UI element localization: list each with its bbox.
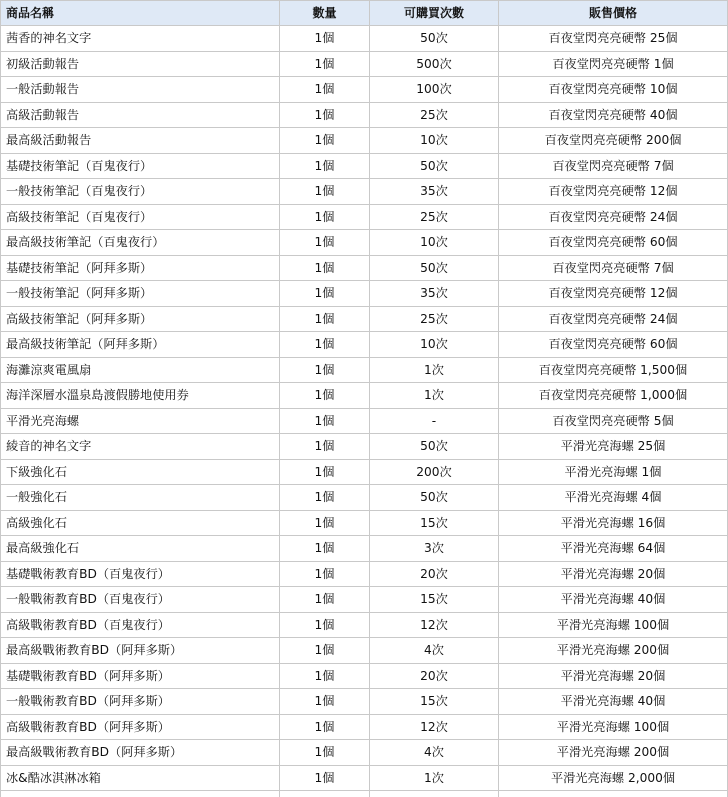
cell-purchase-limit: 20次 — [370, 561, 499, 587]
cell-quantity: 1個 — [280, 204, 370, 230]
table-row — [1, 689, 728, 715]
cell-item-name: 基礎技術筆記（阿拜多斯） — [1, 255, 280, 281]
cell-quantity: 1個 — [280, 102, 370, 128]
cell-price: 百夜堂閃亮亮硬幣 1,000個 — [499, 383, 728, 409]
cell-purchase-limit: 25次 — [370, 102, 499, 128]
cell-item-name: 一般戰術教育BD（百鬼夜行） — [1, 587, 280, 613]
cell-purchase-limit: 10次 — [370, 128, 499, 154]
cell-price: 平滑光亮海螺 40個 — [499, 587, 728, 613]
cell-price: 百夜堂閃亮亮硬幣 1,500個 — [499, 357, 728, 383]
cell-purchase-limit: 12次 — [370, 612, 499, 638]
cell-purchase-limit: 25次 — [370, 306, 499, 332]
cell-quantity: 1個 — [280, 179, 370, 205]
cell-quantity — [280, 791, 370, 797]
cell-quantity: 1個 — [280, 740, 370, 766]
cell-price: 平滑光亮海螺 4個 — [499, 485, 728, 511]
cell-item-name: 基礎技術筆記（百鬼夜行） — [1, 153, 280, 179]
cell-purchase-limit: 15次 — [370, 689, 499, 715]
cell-price: 百夜堂閃亮亮硬幣 12個 — [499, 281, 728, 307]
cell-quantity: 1個 — [280, 255, 370, 281]
cell-item-name — [1, 791, 280, 797]
table-row — [1, 561, 728, 587]
table-row — [1, 485, 728, 511]
cell-price: 平滑光亮海螺 2,000個 — [499, 765, 728, 791]
cell-price — [499, 791, 728, 797]
cell-quantity: 1個 — [280, 51, 370, 77]
cell-quantity: 1個 — [280, 408, 370, 434]
cell-purchase-limit: 500次 — [370, 51, 499, 77]
cell-price: 百夜堂閃亮亮硬幣 60個 — [499, 230, 728, 256]
cell-price: 百夜堂閃亮亮硬幣 7個 — [499, 153, 728, 179]
cell-purchase-limit: 200次 — [370, 459, 499, 485]
cell-purchase-limit: 1次 — [370, 357, 499, 383]
cell-quantity: 1個 — [280, 663, 370, 689]
cell-price: 平滑光亮海螺 40個 — [499, 689, 728, 715]
cell-item-name: 最高級技術筆記（阿拜多斯） — [1, 332, 280, 358]
cell-item-name: 最高級活動報告 — [1, 128, 280, 154]
cell-purchase-limit: 50次 — [370, 153, 499, 179]
table-row — [1, 230, 728, 256]
table-row — [1, 26, 728, 52]
column-header-purchase-limit: 可購買次數 — [370, 1, 499, 26]
cell-price: 百夜堂閃亮亮硬幣 40個 — [499, 102, 728, 128]
cell-price: 百夜堂閃亮亮硬幣 200個 — [499, 128, 728, 154]
cell-quantity: 1個 — [280, 357, 370, 383]
cell-quantity: 1個 — [280, 383, 370, 409]
cell-purchase-limit: 10次 — [370, 230, 499, 256]
cell-price: 平滑光亮海螺 20個 — [499, 561, 728, 587]
cell-item-name: 高級強化石 — [1, 510, 280, 536]
cell-item-name: 基礎戰術教育BD（百鬼夜行） — [1, 561, 280, 587]
table-row — [1, 740, 728, 766]
table-row — [1, 383, 728, 409]
table-row — [1, 587, 728, 613]
table-row — [1, 638, 728, 664]
table-row — [1, 179, 728, 205]
column-header-quantity: 數量 — [280, 1, 370, 26]
cell-purchase-limit: 3次 — [370, 536, 499, 562]
cell-item-name: 茜香的神名文字 — [1, 26, 280, 52]
cell-item-name: 一般強化石 — [1, 485, 280, 511]
cell-quantity: 1個 — [280, 332, 370, 358]
cell-purchase-limit: 50次 — [370, 485, 499, 511]
table-row — [1, 510, 728, 536]
cell-item-name: 海洋深層水溫泉島渡假勝地使用券 — [1, 383, 280, 409]
cell-purchase-limit: 25次 — [370, 204, 499, 230]
cell-price: 平滑光亮海螺 25個 — [499, 434, 728, 460]
table-row — [1, 357, 728, 383]
table-row — [1, 306, 728, 332]
cell-item-name: 最高級強化石 — [1, 536, 280, 562]
cell-purchase-limit: 12次 — [370, 714, 499, 740]
table-row — [1, 434, 728, 460]
column-header-price: 販售價格 — [499, 1, 728, 26]
cell-item-name: 下級強化石 — [1, 459, 280, 485]
table-row — [1, 714, 728, 740]
cell-price: 百夜堂閃亮亮硬幣 12個 — [499, 179, 728, 205]
cell-item-name: 平滑光亮海螺 — [1, 408, 280, 434]
cell-quantity: 1個 — [280, 434, 370, 460]
table-row — [1, 102, 728, 128]
table-body — [1, 26, 728, 797]
table-row — [1, 153, 728, 179]
cell-item-name: 最高級戰術教育BD（阿拜多斯） — [1, 638, 280, 664]
cell-price: 平滑光亮海螺 200個 — [499, 740, 728, 766]
cell-item-name: 冰&酷冰淇淋冰箱 — [1, 765, 280, 791]
cell-quantity: 1個 — [280, 230, 370, 256]
cell-purchase-limit: 1次 — [370, 383, 499, 409]
cell-purchase-limit — [370, 791, 499, 797]
cell-quantity: 1個 — [280, 510, 370, 536]
cell-purchase-limit: 10次 — [370, 332, 499, 358]
cell-purchase-limit: 50次 — [370, 26, 499, 52]
cell-price: 平滑光亮海螺 200個 — [499, 638, 728, 664]
cell-purchase-limit: 50次 — [370, 434, 499, 460]
table-row — [1, 663, 728, 689]
cell-price: 百夜堂閃亮亮硬幣 24個 — [499, 204, 728, 230]
table-header — [1, 1, 728, 26]
cell-price: 百夜堂閃亮亮硬幣 5個 — [499, 408, 728, 434]
table-row — [1, 791, 728, 797]
cell-purchase-limit: 20次 — [370, 663, 499, 689]
cell-purchase-limit: 4次 — [370, 740, 499, 766]
cell-quantity: 1個 — [280, 612, 370, 638]
cell-item-name: 初級活動報告 — [1, 51, 280, 77]
cell-price: 平滑光亮海螺 64個 — [499, 536, 728, 562]
cell-item-name: 最高級技術筆記（百鬼夜行） — [1, 230, 280, 256]
cell-purchase-limit: 50次 — [370, 255, 499, 281]
cell-quantity: 1個 — [280, 153, 370, 179]
cell-item-name: 高級活動報告 — [1, 102, 280, 128]
cell-price: 平滑光亮海螺 1個 — [499, 459, 728, 485]
table-row — [1, 536, 728, 562]
cell-price: 百夜堂閃亮亮硬幣 1個 — [499, 51, 728, 77]
cell-quantity: 1個 — [280, 281, 370, 307]
table-row — [1, 281, 728, 307]
table-row — [1, 255, 728, 281]
cell-purchase-limit: 1次 — [370, 765, 499, 791]
cell-quantity: 1個 — [280, 128, 370, 154]
cell-purchase-limit: 15次 — [370, 587, 499, 613]
table-row — [1, 459, 728, 485]
cell-quantity: 1個 — [280, 306, 370, 332]
cell-price: 百夜堂閃亮亮硬幣 7個 — [499, 255, 728, 281]
cell-item-name: 高級技術筆記（阿拜多斯） — [1, 306, 280, 332]
cell-quantity: 1個 — [280, 587, 370, 613]
table-row — [1, 77, 728, 103]
cell-price: 百夜堂閃亮亮硬幣 25個 — [499, 26, 728, 52]
cell-item-name: 最高級戰術教育BD（阿拜多斯） — [1, 740, 280, 766]
table-row — [1, 408, 728, 434]
cell-price: 百夜堂閃亮亮硬幣 10個 — [499, 77, 728, 103]
table-row — [1, 51, 728, 77]
cell-quantity: 1個 — [280, 765, 370, 791]
table-row — [1, 128, 728, 154]
table-row — [1, 204, 728, 230]
column-header-item-name: 商品名稱 — [1, 1, 280, 26]
cell-item-name: 一般技術筆記（百鬼夜行） — [1, 179, 280, 205]
cell-price: 平滑光亮海螺 16個 — [499, 510, 728, 536]
cell-purchase-limit: 15次 — [370, 510, 499, 536]
cell-item-name: 基礎戰術教育BD（阿拜多斯） — [1, 663, 280, 689]
cell-price: 平滑光亮海螺 100個 — [499, 714, 728, 740]
cell-price: 平滑光亮海螺 20個 — [499, 663, 728, 689]
cell-item-name: 高級戰術教育BD（百鬼夜行） — [1, 612, 280, 638]
cell-item-name: 一般戰術教育BD（阿拜多斯） — [1, 689, 280, 715]
table-header-row — [1, 1, 728, 26]
cell-item-name: 高級技術筆記（百鬼夜行） — [1, 204, 280, 230]
cell-purchase-limit: 100次 — [370, 77, 499, 103]
cell-quantity: 1個 — [280, 561, 370, 587]
cell-quantity: 1個 — [280, 536, 370, 562]
cell-quantity: 1個 — [280, 485, 370, 511]
cell-item-name: 高級戰術教育BD（阿拜多斯） — [1, 714, 280, 740]
cell-quantity: 1個 — [280, 689, 370, 715]
cell-quantity: 1個 — [280, 77, 370, 103]
cell-price: 百夜堂閃亮亮硬幣 24個 — [499, 306, 728, 332]
cell-quantity: 1個 — [280, 638, 370, 664]
cell-item-name: 一般活動報告 — [1, 77, 280, 103]
cell-item-name: 海灘涼爽電風扇 — [1, 357, 280, 383]
table-row — [1, 765, 728, 791]
cell-quantity: 1個 — [280, 714, 370, 740]
cell-purchase-limit: - — [370, 408, 499, 434]
cell-purchase-limit: 4次 — [370, 638, 499, 664]
cell-item-name: 一般技術筆記（阿拜多斯） — [1, 281, 280, 307]
cell-price: 百夜堂閃亮亮硬幣 60個 — [499, 332, 728, 358]
cell-quantity: 1個 — [280, 26, 370, 52]
cell-price: 平滑光亮海螺 100個 — [499, 612, 728, 638]
table-row — [1, 332, 728, 358]
cell-item-name: 綾音的神名文字 — [1, 434, 280, 460]
cell-quantity: 1個 — [280, 459, 370, 485]
cell-purchase-limit: 35次 — [370, 179, 499, 205]
table-row — [1, 612, 728, 638]
cell-purchase-limit: 35次 — [370, 281, 499, 307]
